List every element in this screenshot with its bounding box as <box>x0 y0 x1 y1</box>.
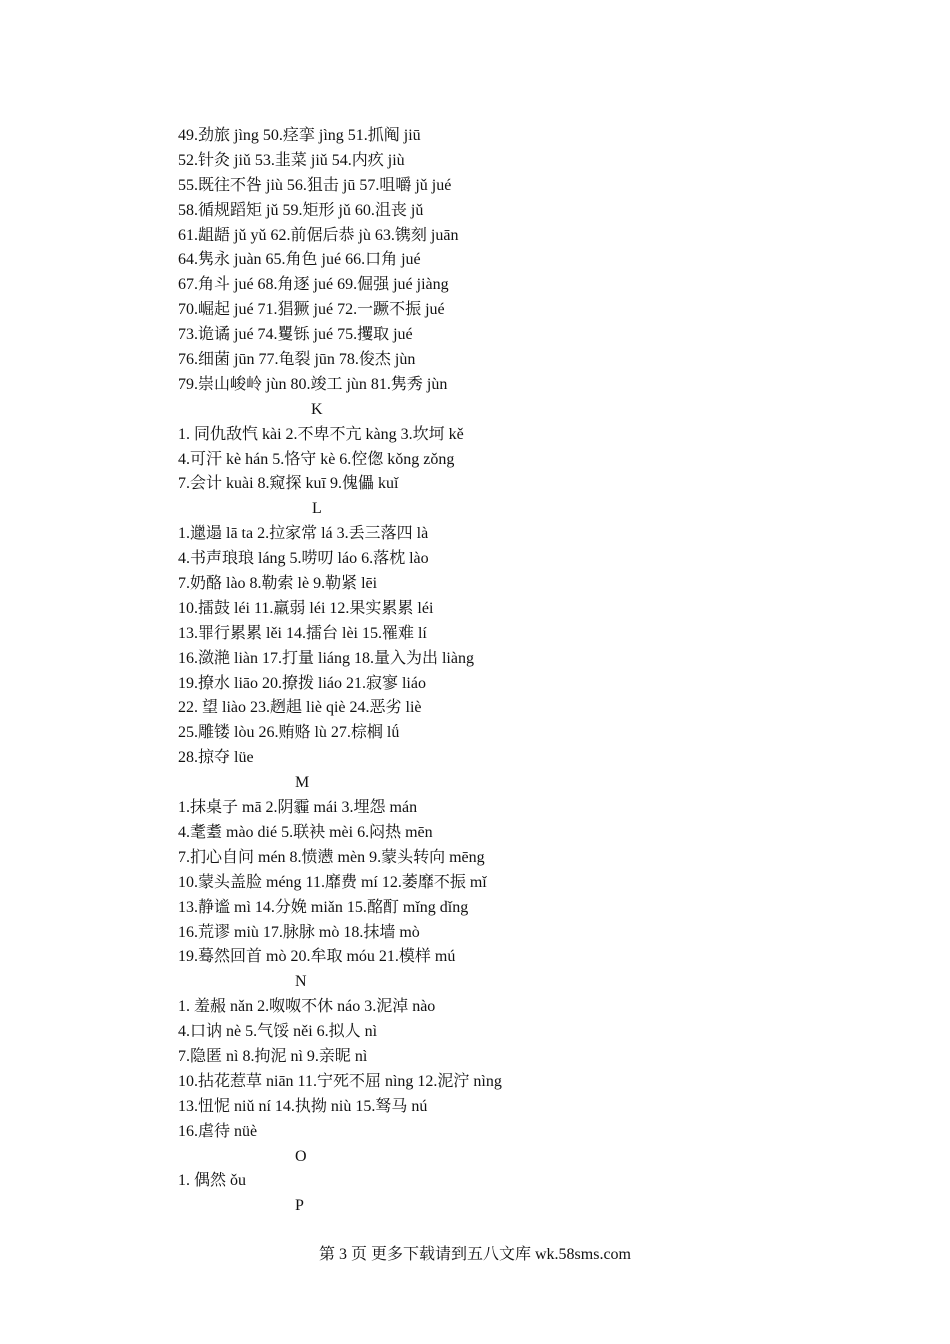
vocab-line: 7.隐匿 nì 8.拘泥 nì 9.亲昵 nì <box>178 1047 368 1065</box>
section-heading: M <box>295 774 310 792</box>
vocab-line: 1. 同仇敌忾 kài 2.不卑不亢 kàng 3.坎坷 kě <box>178 425 464 443</box>
vocab-line: 25.雕镂 lòu 26.贿赂 lù 27.棕榈 lǘ <box>178 724 400 742</box>
vocab-line: 19.撩水 liāo 20.撩拨 liáo 21.寂寥 liáo <box>178 674 426 692</box>
section-heading: P <box>295 1197 304 1215</box>
section-heading: N <box>295 973 307 991</box>
vocab-line: 1. 羞赧 nǎn 2.呶呶不休 náo 3.泥淖 nào <box>178 998 436 1016</box>
vocab-line: 10.蒙头盖脸 méng 11.靡费 mí 12.萎靡不振 mǐ <box>178 873 487 891</box>
vocab-line: 76.细菌 jūn 77.龟裂 jūn 78.俊杰 jùn <box>178 351 416 369</box>
vocab-line: 73.诡谲 jué 74.矍铄 jué 75.攫取 jué <box>178 326 413 344</box>
vocab-line: 7.奶酪 lào 8.勒索 lè 9.勒紧 lēi <box>178 575 378 593</box>
vocab-line: 79.崇山峻岭 jùn 80.竣工 jùn 81.隽秀 jùn <box>178 375 448 393</box>
vocab-line: 16.潋滟 liàn 17.打量 liáng 18.量入为出 liàng <box>178 649 474 667</box>
vocab-line: 4.耄耋 mào dié 5.联袂 mèi 6.闷热 mēn <box>178 823 433 841</box>
vocab-line: 19.蓦然回首 mò 20.牟取 móu 21.模样 mú <box>178 948 456 966</box>
vocab-line: 7.扪心自问 mén 8.愤懑 mèn 9.蒙头转向 mēng <box>178 848 485 866</box>
section-heading: L <box>312 500 322 518</box>
vocab-line: 13.罪行累累 lěi 14.擂台 lèi 15.罹难 lí <box>178 624 427 642</box>
vocab-line: 16.虐待 nüè <box>178 1122 258 1140</box>
vocab-line: 58.循规蹈矩 jǔ 59.矩形 jǔ 60.沮丧 jǔ <box>178 201 424 219</box>
vocab-line: 13.忸怩 niǔ ní 14.执拗 niù 15.驽马 nú <box>178 1097 428 1115</box>
vocab-line: 64.隽永 juàn 65.角色 jué 66.口角 jué <box>178 251 421 269</box>
vocab-line: 7.会计 kuài 8.窥探 kuī 9.傀儡 kuǐ <box>178 475 399 493</box>
vocab-line: 13.静谧 mì 14.分娩 miǎn 15.酩酊 mǐng dǐng <box>178 898 469 916</box>
vocab-line: 10.擂鼓 léi 11.羸弱 léi 12.果实累累 léi <box>178 599 434 617</box>
document-body <box>178 124 898 1219</box>
vocab-line: 1.邋遢 lā ta 2.拉家常 lá 3.丢三落四 là <box>178 525 429 543</box>
vocab-line: 1. 偶然 ǒu <box>178 1172 247 1190</box>
vocab-line: 28.掠夺 lüe <box>178 749 254 767</box>
vocab-line: 16.荒谬 miù 17.脉脉 mò 18.抹墙 mò <box>178 923 420 941</box>
vocab-line: 4.可汗 kè hán 5.恪守 kè 6.倥偬 kǒng zǒng <box>178 450 455 468</box>
vocab-line: 67.角斗 jué 68.角逐 jué 69.倔强 jué jiàng <box>178 276 449 294</box>
vocab-line: 61.龃龉 jǔ yǔ 62.前倨后恭 jù 63.镌刻 juān <box>178 226 459 244</box>
vocab-line: 4.口讷 nè 5.气馁 něi 6.拟人 nì <box>178 1023 378 1041</box>
vocab-line: 70.崛起 jué 71.猖獗 jué 72.一蹶不振 jué <box>178 301 445 319</box>
vocab-line: 4.书声琅琅 láng 5.唠叨 láo 6.落枕 lào <box>178 550 429 568</box>
vocab-line: 10.拈花惹草 niān 11.宁死不屈 nìng 12.泥泞 nìng <box>178 1072 502 1090</box>
vocab-line: 52.针灸 jiǔ 53.韭菜 jiǔ 54.内疚 jiù <box>178 151 405 169</box>
vocab-line: 49.劲旅 jìng 50.痉挛 jìng 51.抓阄 jiū <box>178 127 421 144</box>
vocab-line: 55.既往不咎 jiù 56.狙击 jū 57.咀嚼 jǔ jué <box>178 176 452 194</box>
page-footer: 第 3 页 更多下载请到五八文库 wk.58sms.com <box>318 1246 631 1263</box>
vocab-line: 1.抹桌子 mā 2.阴霾 mái 3.埋怨 mán <box>178 799 418 817</box>
section-heading: K <box>311 400 323 418</box>
section-heading: O <box>295 1147 307 1165</box>
vocab-line: 22. 望 liào 23.趔趄 liè qiè 24.恶劣 liè <box>178 699 422 717</box>
